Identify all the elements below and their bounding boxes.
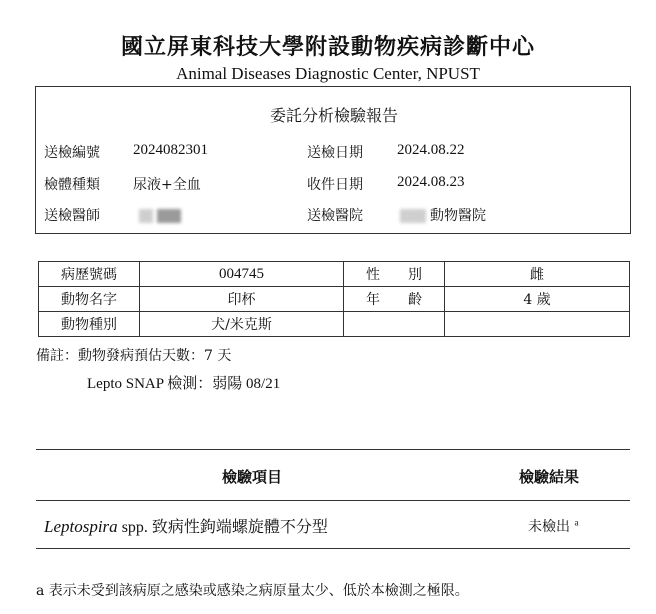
table-row	[39, 312, 630, 337]
age-label: 年 齡	[344, 287, 445, 312]
results-header-rule	[36, 500, 630, 501]
sex-label: 性 別	[344, 262, 445, 287]
vet-name-redacted	[139, 205, 185, 224]
results-result-header: 檢驗結果	[519, 468, 580, 486]
note-onset-days: 備註：動物發病預估天數：7 天	[36, 348, 232, 364]
species-label: 動物種別	[39, 312, 140, 337]
report-info-box	[35, 86, 631, 234]
result-item	[44, 514, 328, 537]
results-item-header: 檢驗項目	[222, 468, 283, 486]
result-value-text: 未檢出	[528, 519, 570, 535]
center-title-chinese: 國立屏東科技大學附設動物疾病診斷中心	[120, 34, 535, 60]
sex-value: 雌	[445, 262, 630, 287]
hospital-suffix: 動物醫院	[430, 208, 486, 224]
species-value: 犬/米克斯	[140, 312, 344, 337]
result-item-genus: Leptospira	[44, 517, 118, 536]
hospital-label: 送檢醫院	[307, 208, 363, 224]
specimen-type-label: 檢體種類	[44, 177, 100, 193]
submission-no-label: 送檢編號	[44, 145, 100, 161]
result-footnote-mark: a	[574, 517, 579, 528]
footnote: a 表示未受到該病原之感染或感染之病原量太少、低於本檢測之極限。	[36, 583, 469, 599]
center-title-english: Animal Diseases Diagnostic Center, NPUST	[176, 64, 480, 83]
empty-cell	[344, 312, 445, 337]
result-value	[528, 516, 578, 536]
results-bottom-rule	[36, 548, 630, 549]
result-item-text: spp. 致病性鉤端螺旋體不分型	[117, 519, 328, 536]
submission-no-value: 2024082301	[133, 142, 208, 158]
submission-date-value: 2024.08.22	[397, 142, 465, 158]
specimen-type-value: 尿液+全血	[133, 177, 201, 193]
received-date-label: 收件日期	[307, 177, 363, 193]
age-value: 4 歲	[445, 287, 630, 312]
name-label: 動物名字	[39, 287, 140, 312]
animal-info-table	[38, 261, 630, 337]
vet-label: 送檢醫師	[44, 208, 100, 224]
name-value: 印杯	[140, 287, 344, 312]
hospital-value	[400, 205, 486, 225]
empty-cell	[445, 312, 630, 337]
table-row	[39, 262, 630, 287]
report-title: 委託分析檢驗報告	[269, 106, 398, 125]
table-row	[39, 287, 630, 312]
record-no-label: 病歷號碼	[39, 262, 140, 287]
results-top-rule	[36, 449, 630, 450]
note-snap-test: Lepto SNAP 檢測：弱陽 08/21	[87, 376, 281, 392]
record-no-value: 004745	[140, 262, 344, 287]
submission-date-label: 送檢日期	[307, 145, 363, 161]
received-date-value: 2024.08.23	[397, 174, 465, 190]
